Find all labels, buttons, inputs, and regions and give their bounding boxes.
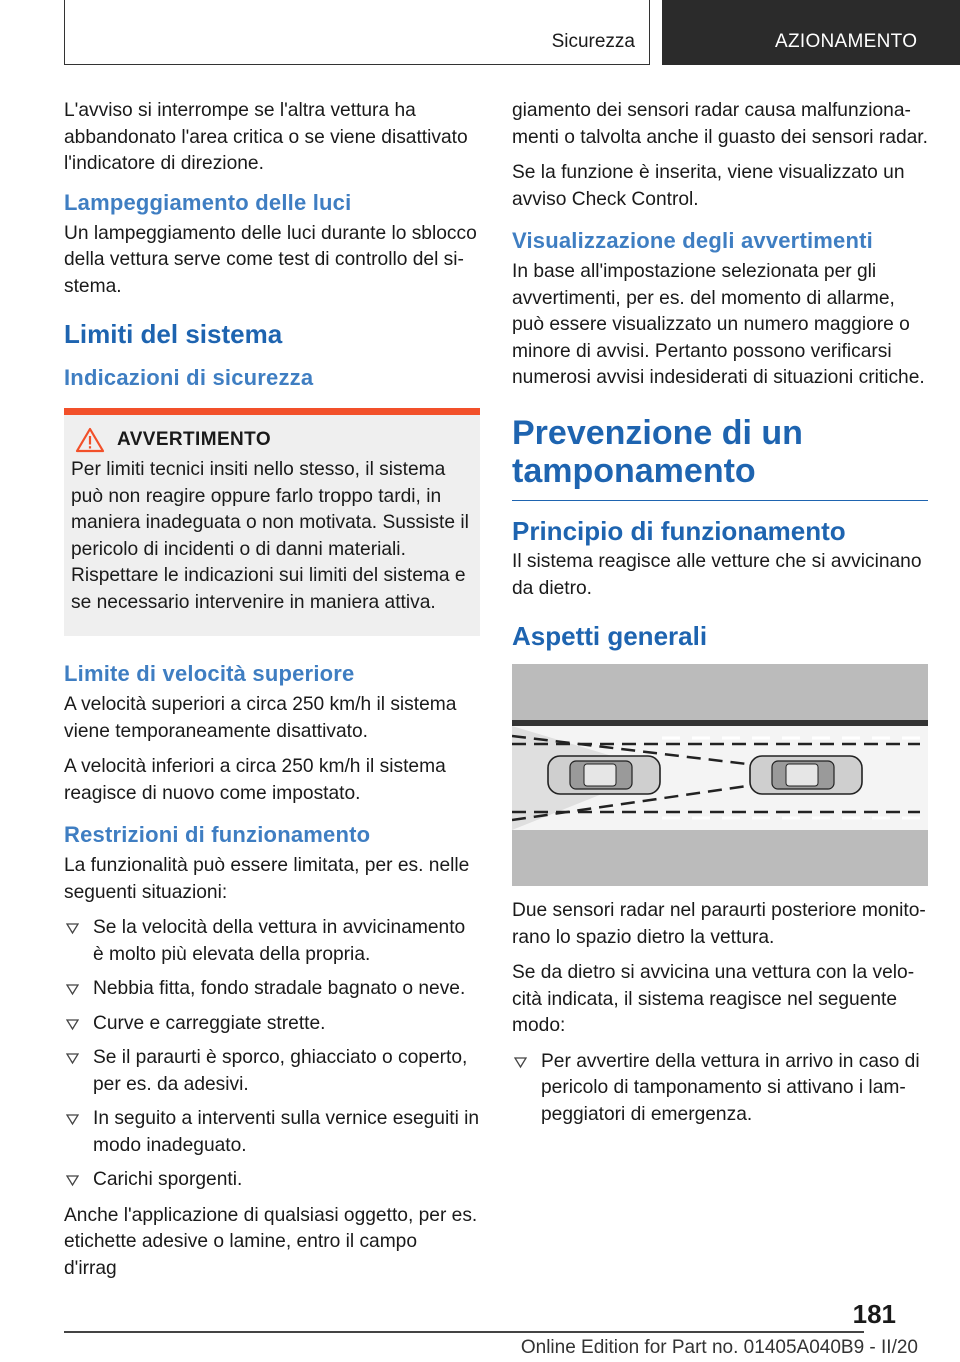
footer-edition: Online Edition for Part no. 01405A040B9 - II/20 [520, 1337, 918, 1358]
restrictions-list [64, 915, 480, 1194]
right-column [512, 98, 928, 1137]
chapter-rule [512, 500, 928, 502]
display-heading: Visualizzazione degli avvertimenti [512, 228, 873, 253]
list-item: Se la velocità della vettura in avvicinamento è molto più elevata della propria. [64, 915, 480, 968]
chapter-heading: Prevenzione di un tamponamento [512, 413, 803, 490]
approach-paragraph: Se da dietro si avvicina una vettura con la velocità indicata, il sistema reagisce nel seguente modo: [512, 962, 915, 1036]
restrictions-outro: Anche l'applicazione di qualsiasi oggetto, per es. etichette adesive o lamine, entro il campo d'irrag [64, 1204, 478, 1279]
principle-paragraph: Il sistema reagisce alle vetture che si avvicinano da dietro. [512, 551, 922, 599]
restrictions-intro: La funzionalità può essere limitata, per es. nelle seguenti situazioni: [64, 855, 470, 903]
list-item: Per avvertire della vettura in arrivo in caso di pericolo di tamponamento si attivano i lampeggiatori di emergenza. [512, 1049, 928, 1129]
figure-caption: Due sensori radar nel paraurti posteriore monitorano lo spazio dietro la vettura. [512, 900, 926, 948]
warning-text: Per limiti tecnici insiti nello stesso, il sistema può non reagire oppure farlo troppo tardi, in maniera inadeguata o non motivata. Sussiste il pericolo di incidenti o di danni materiali. Rispettare le indicazioni sui limiti del sistema e se necessario intervenire in maniera attiva. [71, 459, 469, 613]
safety-heading: Indicazioni di sicurezza [64, 365, 314, 390]
list-item: Carichi sporgenti. [64, 1167, 480, 1194]
triangle-bullet-icon [514, 1056, 527, 1069]
approach-list [512, 1049, 928, 1129]
warning-title: AVVERTIMENTO [117, 429, 271, 450]
triangle-bullet-icon [66, 1174, 79, 1187]
page-number: 181 [852, 1299, 896, 1329]
speed-heading: Limite di velocità superiore [64, 661, 355, 686]
general-heading: Aspetti generali [512, 621, 708, 651]
continued-paragraph-2: Se la funzione è inserita, viene visualizzato un avviso Check Control. [512, 162, 905, 210]
radar-illustration-drawing [512, 664, 928, 886]
section-title: Sicurezza [551, 31, 635, 52]
list-item: Nebbia fitta, fondo stradale bagnato o neve. [64, 976, 480, 1003]
triangle-bullet-icon [66, 1018, 79, 1031]
limits-heading: Limiti del sistema [64, 319, 283, 349]
triangle-bullet-icon [66, 983, 79, 996]
triangle-bullet-icon [66, 922, 79, 935]
speed-paragraph-1: A velocità superiori a circa 250 km/h il sistema viene temporaneamente disattivato. [64, 694, 457, 742]
warning-triangle-icon [75, 427, 105, 453]
list-item: Curve e carreggiate strette. [64, 1011, 480, 1038]
restrictions-heading: Restrizioni di funzionamento [64, 822, 371, 847]
intro-paragraph: L'avviso si interrompe se l'altra vettura ha abbandonato l'area critica o se viene disattivato l'indicatore di direzione. [64, 100, 468, 174]
principle-heading: Principio di funzionamento [512, 516, 846, 546]
triangle-bullet-icon [66, 1052, 79, 1065]
warning-header [75, 427, 470, 453]
triangle-bullet-icon [66, 1113, 79, 1126]
header-section-tab [64, 0, 650, 65]
list-item: Se il paraurti è sporco, ghiacciato o coperto, per es. da adesivi. [64, 1045, 480, 1098]
speed-paragraph-2: A velocità inferiori a circa 250 km/h il sistema reagisce di nuovo come impostato. [64, 756, 446, 804]
chapter-title: AZIONAMENTO [775, 31, 918, 52]
header-chapter-tab [662, 0, 960, 65]
flash-heading: Lampeggiamento delle luci [64, 189, 352, 215]
list-item: In seguito a interventi sulla vernice eseguiti in modo inadeguato. [64, 1106, 480, 1159]
flash-paragraph: Un lampeggiamento delle luci durante lo sblocco della vettura serve come test di controllo del sistema. [64, 222, 477, 297]
warning-box [64, 408, 480, 636]
left-column [64, 98, 480, 1291]
continued-paragraph-1: giamento dei sensori radar causa malfunzionamenti o talvolta anche il guasto dei sensori radar. [512, 100, 928, 148]
footer-rule [64, 1331, 864, 1333]
display-paragraph: In base all'impostazione selezionata per gli avvertimenti, per es. del momento di allarme, può essere visualizzato un numero maggiore o minore di avvisi. Pertanto possono verificarsi numerosi avvisi indesiderati di situazioni critiche. [512, 261, 925, 388]
radar-illustration [512, 664, 928, 886]
